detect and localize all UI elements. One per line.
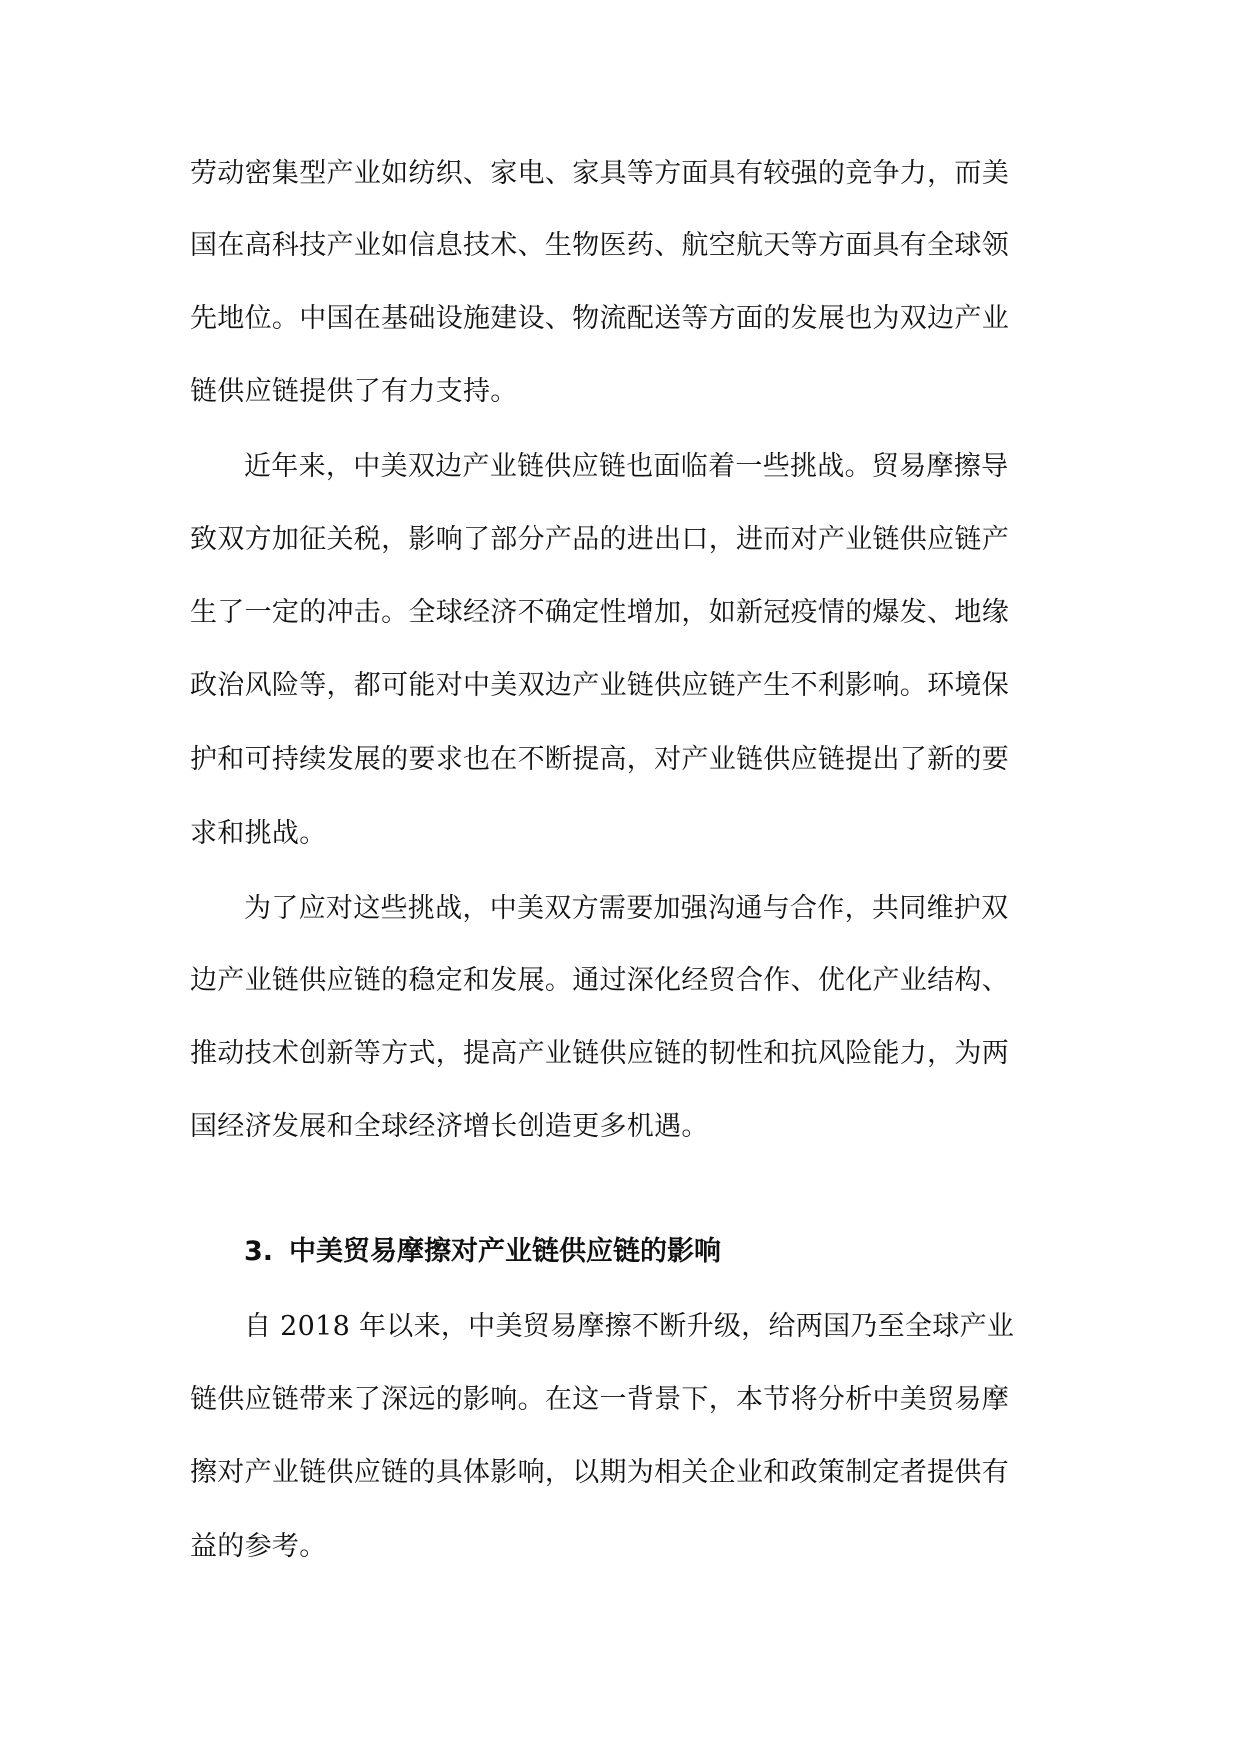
body-text-line: 近年来，中美双边产业链供应链也面临着一些挑战。贸易摩擦导 <box>244 451 1009 482</box>
body-text-line: 益的参考。 <box>190 1531 327 1562</box>
section-heading <box>244 1226 721 1278</box>
body-text-line: 先地位。中国在基础设施建设、物流配送等方面的发展也为双边产业 <box>190 303 1009 334</box>
body-text-line: 劳动密集型产业如纺织、家电、家具等方面具有较强的竞争力，而美 <box>190 158 1009 189</box>
section-number: 3. <box>244 1236 274 1267</box>
body-text-line: 生了一定的冲击。全球经济不确定性增加，如新冠疫情的爆发、地缘 <box>190 597 1009 628</box>
body-text-line: 护和可持续发展的要求也在不断提高，对产业链供应链提出了新的要 <box>190 744 1009 775</box>
body-text-line: 推动技术创新等方式，提高产业链供应链的韧性和抗风险能力，为两 <box>190 1038 1009 1069</box>
body-text-line: 边产业链供应链的稳定和发展。通过深化经贸合作、优化产业结构、 <box>190 965 1009 996</box>
body-text-line: 擦对产业链供应链的具体影响，以期为相关企业和政策制定者提供有 <box>190 1457 1009 1488</box>
body-text-line: 链供应链提供了有力支持。 <box>190 376 518 407</box>
body-text-line: 国经济发展和全球经济增长创造更多机遇。 <box>190 1111 709 1142</box>
body-text-line: 链供应链带来了深远的影响。在这一背景下，本节将分析中美贸易摩 <box>190 1384 1009 1415</box>
section-title: 中美贸易摩擦对产业链供应链的影响 <box>289 1236 722 1267</box>
body-text-line: 求和挑战。 <box>190 818 327 849</box>
body-text-line: 为了应对这些挑战，中美双方需要加强沟通与合作，共同维护双 <box>244 893 1009 924</box>
body-text-line: 自 2018 年以来，中美贸易摩擦不断升级，给两国乃至全球产业 <box>244 1311 1015 1342</box>
body-text-line: 国在高科技产业如信息技术、生物医药、航空航天等方面具有全球领 <box>190 230 1009 261</box>
body-text-line: 政治风险等，都可能对中美双边产业链供应链产生不利影响。环境保 <box>190 670 1009 701</box>
body-text-line: 致双方加征关税，影响了部分产品的进出口，进而对产业链供应链产 <box>190 524 1009 555</box>
